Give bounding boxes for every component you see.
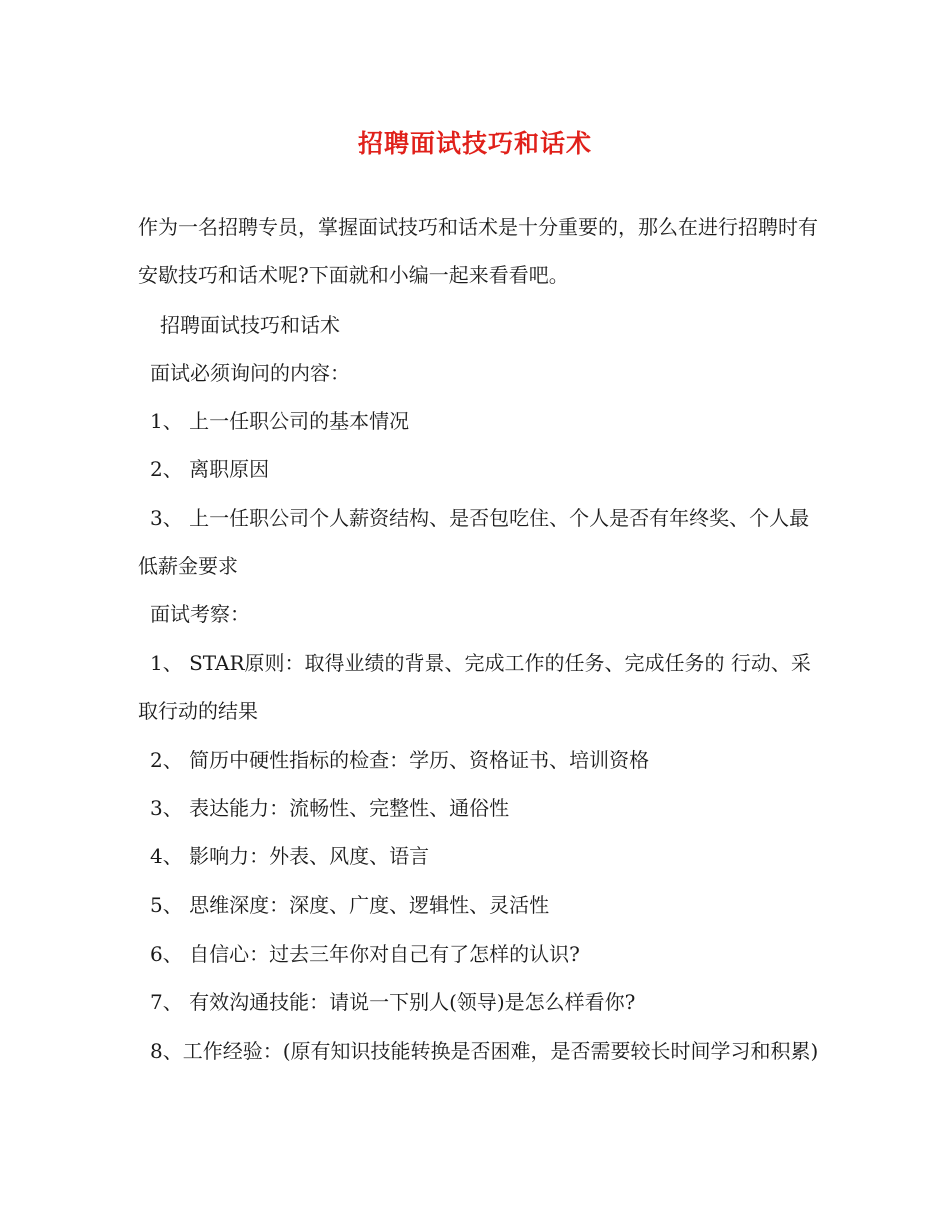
section1-item-3-text: 3、 上一任职公司个人薪资结构、是否包吃住、个人是否有年终奖、个人最低薪金要求 xyxy=(138,506,810,578)
section2-heading: 面试考察： xyxy=(150,602,250,626)
section2-item-7: 7、 有效沟通技能：请说一下别人(领导)是怎么样看你? xyxy=(150,990,636,1014)
section2-item-8-text: 8、工作经验：(原有知识技能转换是否困难，是否需要较长时间学习和积累) xyxy=(150,1039,819,1063)
section2-item-6: 6、 自信心：过去三年你对自己有了怎样的认识? xyxy=(150,942,580,966)
section1-item-3 xyxy=(138,494,828,590)
section2-item-5: 5、 思维深度：深度、广度、逻辑性、灵活性 xyxy=(150,893,550,917)
section1-heading: 面试必须询问的内容： xyxy=(150,361,350,385)
section2-item-1 xyxy=(138,639,828,735)
section2-item-4: 4、 影响力：外表、风度、语言 xyxy=(150,844,430,868)
section1-item-1: 1、 上一任职公司的基本情况 xyxy=(150,409,410,433)
section2-item-8 xyxy=(138,1027,828,1075)
section2-item-1-text: 1、 STAR原则：取得业绩的背景、完成工作的任务、完成任务的 行动、采取行动的结果 xyxy=(138,651,811,723)
document-title: 招聘面试技巧和话术 xyxy=(357,129,592,158)
section2-item-3: 3、 表达能力：流畅性、完整性、通俗性 xyxy=(150,796,510,820)
section2-item-2: 2、 简历中硬性指标的检查：学历、资格证书、培训资格 xyxy=(150,748,650,772)
subtitle: 招聘面试技巧和话术 xyxy=(160,313,340,337)
section1-item-2: 2、 离职原因 xyxy=(150,457,270,481)
intro-paragraph: 作为一名招聘专员，掌握面试技巧和话术是十分重要的，那么在进行招聘时有安歇技巧和话术呢?下面就和小编一起来看看吧。 xyxy=(138,215,818,287)
